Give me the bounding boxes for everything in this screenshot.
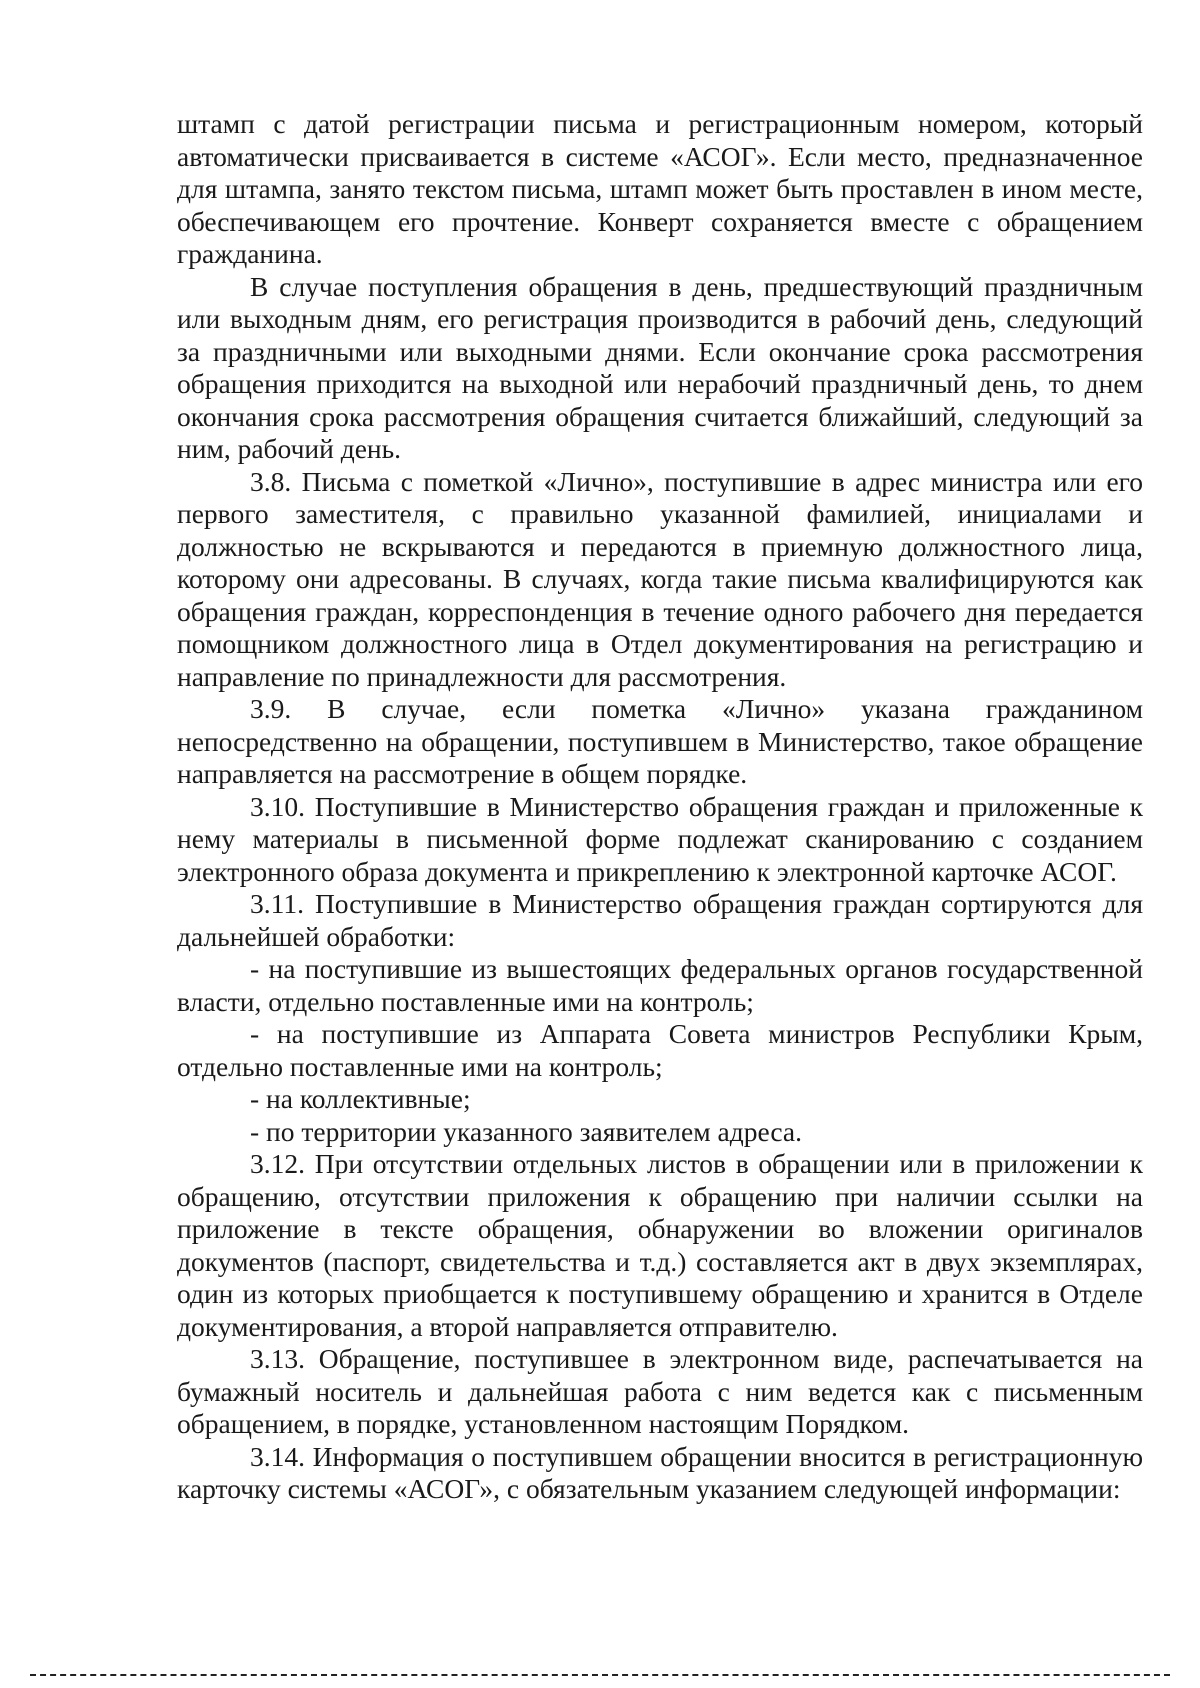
paragraph-3-10: 3.10. Поступившие в Министерство обращения граждан и приложенные к нему материалы в письменной форме подлежат сканированию с созданием электронного образа документа и прикреплению к электронной карточке АСОГ.: [177, 790, 1143, 887]
list-item-territory: - по территории указанного заявителем адреса.: [250, 1115, 802, 1147]
paragraph-3-11: 3.11. Поступившие в Министерство обращения граждан сортируются для дальнейшей обработки:: [177, 888, 1143, 952]
paragraph-3-14: 3.14. Информация о поступившем обращении вносится в регистрационную карточку системы «АСОГ», с обязательным указанием следующей информации:: [177, 1440, 1143, 1504]
paragraph-3-12: 3.12. При отсутствии отдельных листов в обращении или в приложении к обращению, отсутствии приложения к обращению при наличии ссылки на приложение в тексте обращения, обнаружении во вложении оригиналов документов (паспорт, свидетельства и т.д.) составляется акт в двух экземплярах, один из которых приобщается к поступившему обращению и хранится в Отделе документирования, а второй направляется отправителю.: [177, 1148, 1143, 1342]
list-item-collective: - на коллективные;: [250, 1083, 471, 1114]
paragraph-holiday-registration: В случае поступления обращения в день, предшествующий праздничным или выходным дням, его регистрация производится в рабочий день, следующий за праздничными или выходными днями. Если окончание срока рассмотрения обращения приходится на выходной или нерабочий праздничный день, то днем окончания срока рассмотрения обращения считается ближайший, следующий за ним, рабочий день.: [177, 270, 1143, 464]
document-body: [177, 108, 1143, 1506]
paragraph-3-9: 3.9. В случае, если пометка «Лично» указана гражданином непосредственно на обращении, поступившем в Министерство, такое обращение направляется на рассмотрение в общем порядке.: [177, 693, 1143, 789]
list-item-council: - на поступившие из Аппарата Совета министров Республики Крым, отдельно поставленные ими на контроль;: [177, 1018, 1143, 1082]
list-item-federal: - на поступившие из вышестоящих федеральных органов государственной власти, отдельно поставленные ими на контроль;: [177, 953, 1143, 1017]
paragraph-continuation: штамп с датой регистрации письма и регистрационным номером, который автоматически присваивается в системе «АСОГ». Если место, предназначенное для штампа, занято текстом письма, штамп может быть проставлен в ином месте, обеспечивающем его прочтение. Конверт сохраняется вместе с обращением гражданина.: [177, 108, 1143, 269]
paragraph-3-8: 3.8. Письма с пометкой «Лично», поступившие в адрес министра или его первого заместителя, с правильно указанной фамилией, инициалами и должностью не вскрываются и передаются в приемную должностного лица, которому они адресованы. В случаях, когда такие письма квалифицируются как обращения граждан, корреспонденция в течение одного рабочего дня передается помощником должностного лица в Отдел документирования на регистрацию и направление по принадлежности для рассмотрения.: [177, 465, 1143, 692]
paragraph-3-13: 3.13. Обращение, поступившее в электронном виде, распечатывается на бумажный носитель и дальнейшая работа с ним ведется как с письменным обращением, в порядке, установленном настоящим Порядком.: [177, 1343, 1143, 1439]
scan-edge-line: [30, 1674, 1170, 1676]
